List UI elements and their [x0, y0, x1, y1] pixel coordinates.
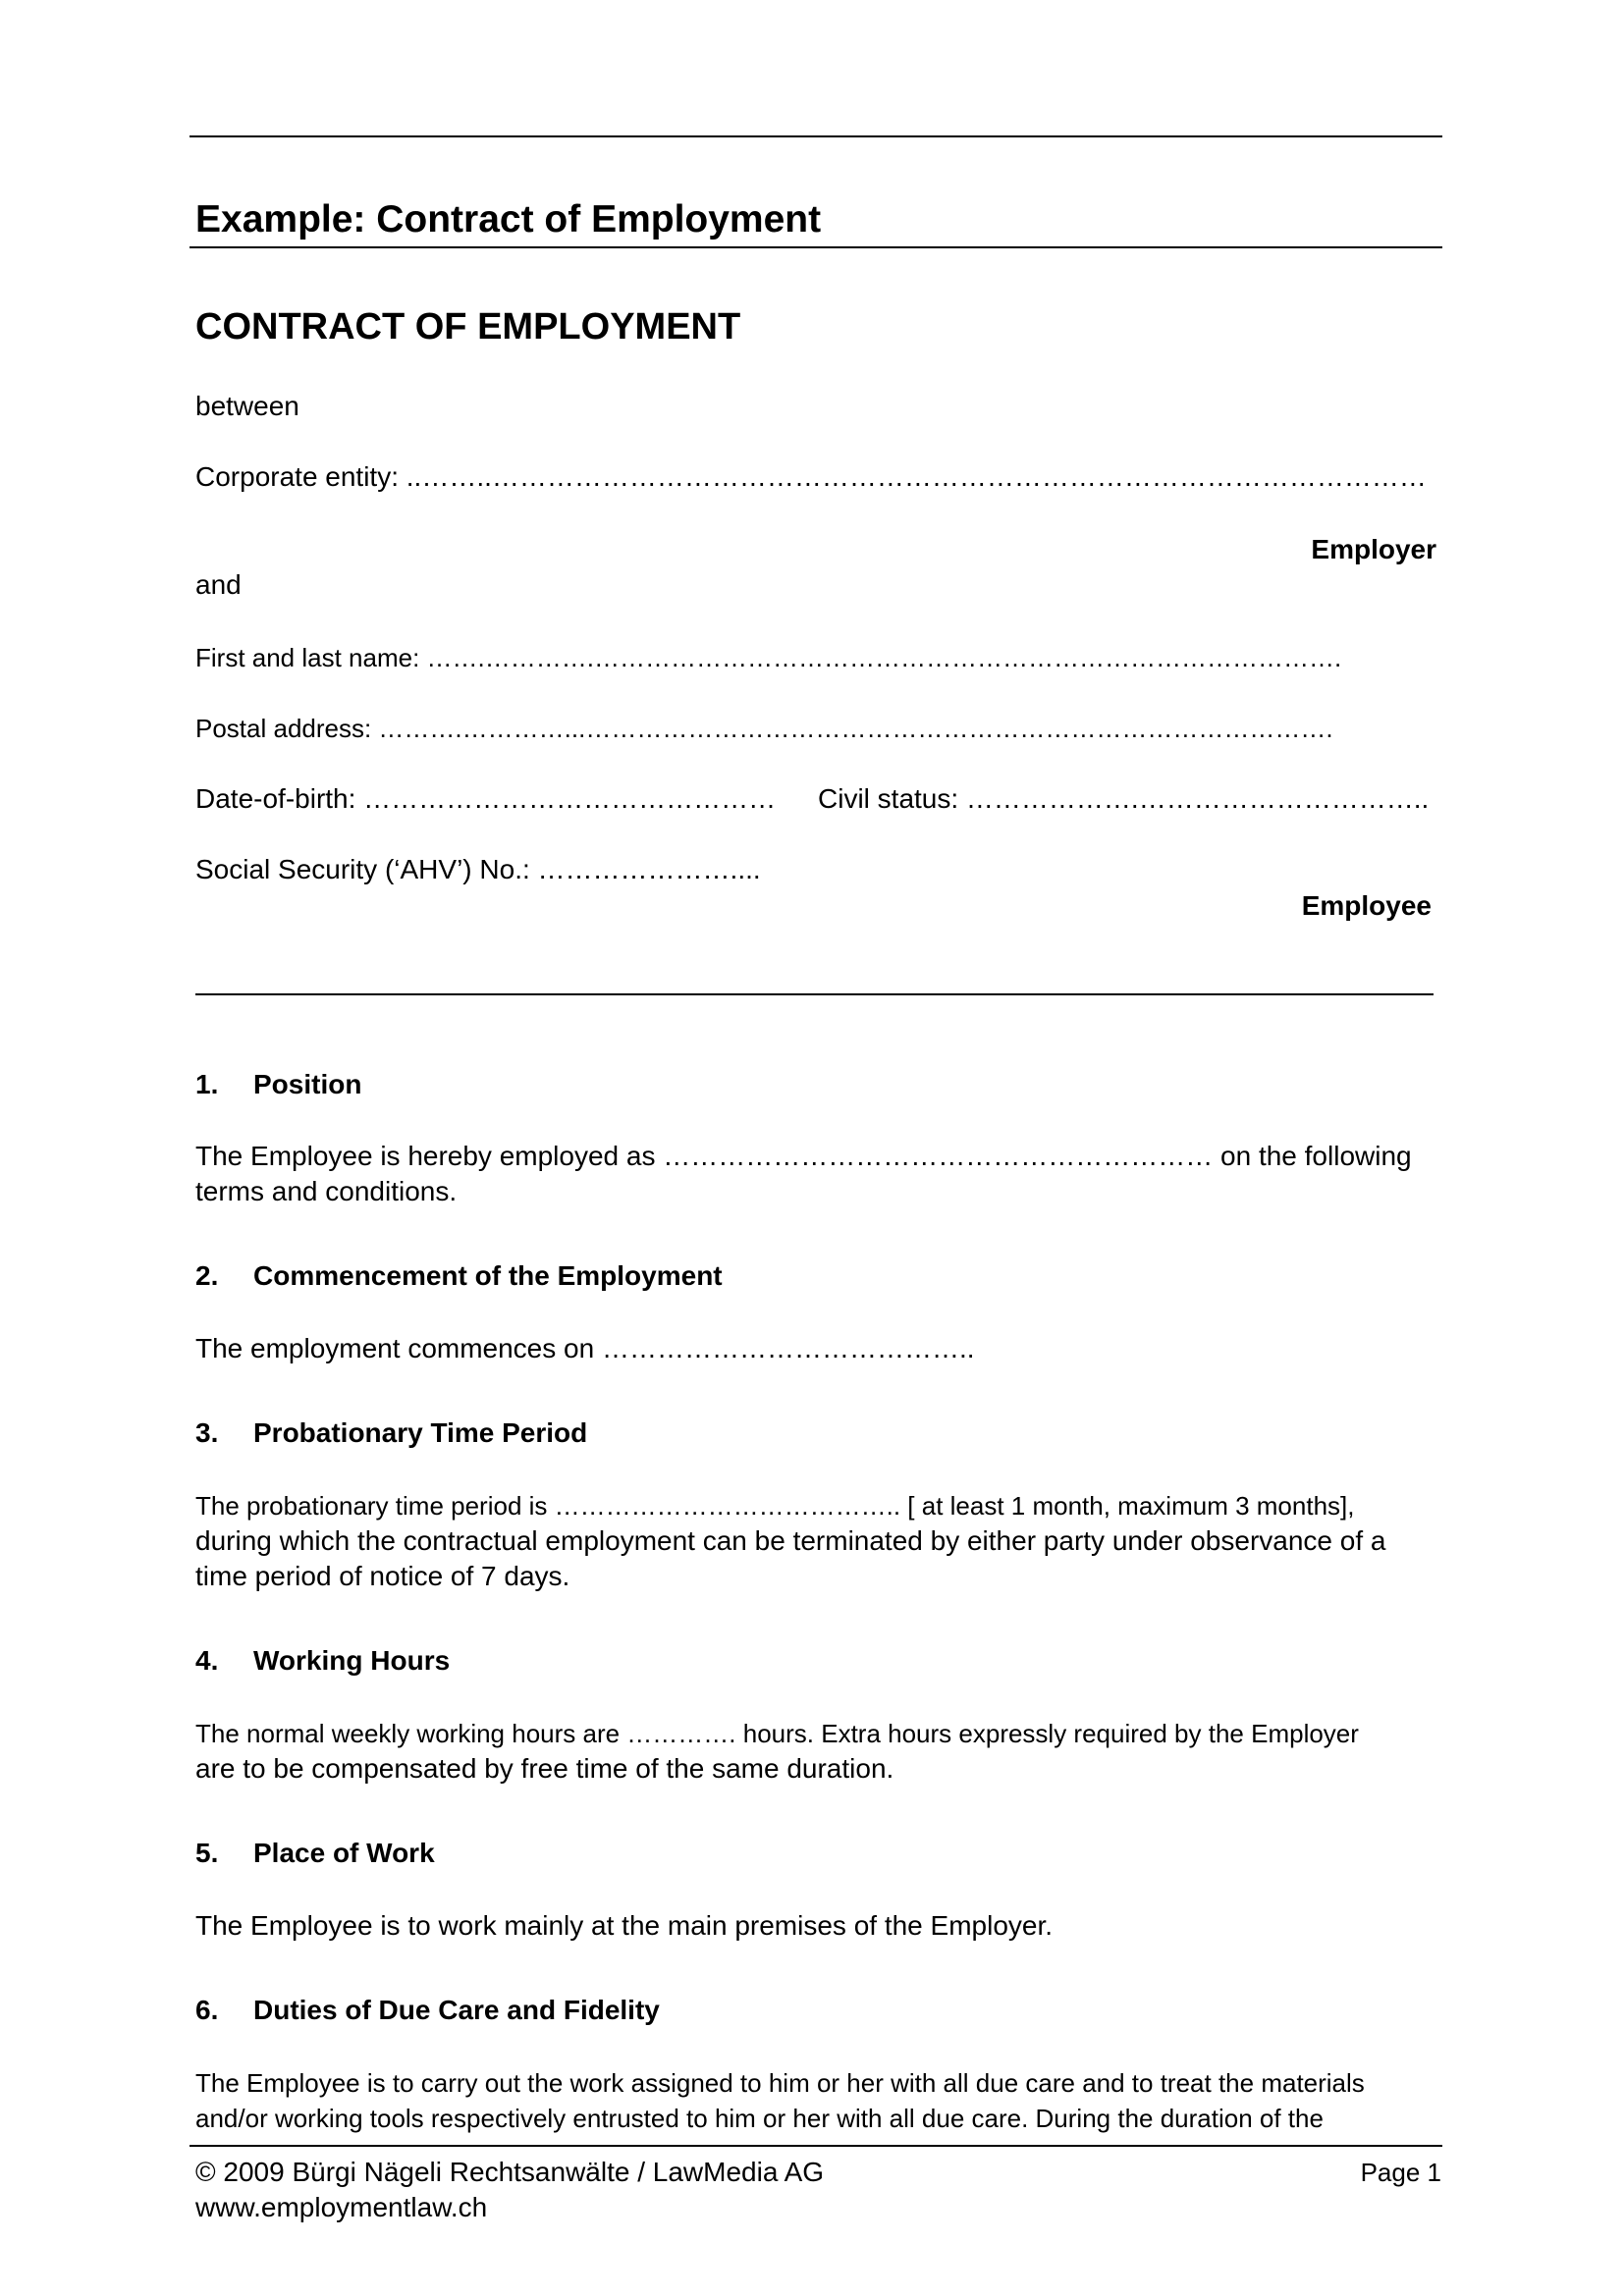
section-number: 1.: [195, 1069, 219, 1099]
page-title: CONTRACT OF EMPLOYMENT: [195, 306, 741, 347]
employee-label: Employee: [1301, 890, 1432, 921]
section-text-line: during which the contractual employment can be terminated by either party under observance of a: [195, 1525, 1386, 1556]
section-number: 4.: [195, 1645, 219, 1676]
section-number: 5.: [195, 1838, 219, 1868]
section-text-line: terms and conditions.: [195, 1176, 458, 1206]
section-text-line: The Employee is to work mainly at the main premises of the Employer.: [195, 1910, 1054, 1941]
between-text: between: [195, 391, 299, 421]
section-text-line: The employment commences on …………………………………..: [195, 1333, 975, 1363]
section-title-probation: Probationary Time Period: [253, 1417, 588, 1448]
corporate-entity-field: Corporate entity: ..……..…………………………………………………………………………………………: [195, 461, 1427, 492]
ahv-number-field: Social Security (‘AHV’) No.: …………………....: [195, 854, 761, 884]
section-text-line: The Employee is hereby employed as …………………………………………………… on the following: [195, 1141, 1412, 1171]
section-text-line: The normal weekly working hours are …………. hours. Extra hours expressly required by the Employer: [195, 1719, 1359, 1748]
employer-label: Employer: [1311, 534, 1436, 564]
section-text-line: The probationary time period is ………………………………….. [ at least 1 month, maximum 3 months],: [195, 1491, 1355, 1521]
section-text-line: are to be compensated by free time of the same duration.: [195, 1753, 894, 1784]
footer-website: www.employmentlaw.ch: [195, 2192, 488, 2222]
section-title-duties: Duties of Due Care and Fidelity: [253, 1995, 660, 2025]
page-number: Page 1: [1360, 2158, 1441, 2187]
title-underline: [189, 246, 1442, 248]
top-rule: [189, 135, 1442, 137]
section-title-working-hours: Working Hours: [253, 1645, 451, 1676]
section-title-position: Position: [253, 1069, 362, 1099]
section-text-line: time period of notice of 7 days.: [195, 1561, 570, 1591]
section-text-line: and/or working tools respectively entrusted to him or her with all due care. During the duration of the: [195, 2104, 1324, 2133]
section-number: 3.: [195, 1417, 219, 1448]
parties-divider: [195, 993, 1434, 995]
civil-status-field: Civil status: ……………….…………………………..: [818, 783, 1430, 814]
and-text: and: [195, 569, 242, 600]
footer-rule: [189, 2145, 1442, 2147]
section-title-commencement: Commencement of the Employment: [253, 1260, 723, 1291]
name-field: First and last name: …….………….…………………………………………………………………………….: [195, 643, 1342, 672]
section-title-place-of-work: Place of Work: [253, 1838, 435, 1868]
date-of-birth-field: Date-of-birth: ………………………………………: [195, 783, 777, 814]
postal-address-field: Postal address: ……….…………...…………………………………………………………………………….: [195, 714, 1333, 743]
section-text-line: The Employee is to carry out the work assigned to him or her with all due care and to treat the materials: [195, 2068, 1365, 2098]
example-title: Example: Contract of Employment: [195, 198, 822, 240]
section-number: 6.: [195, 1995, 219, 2025]
footer-copyright: © 2009 Bürgi Nägeli Rechtsanwälte / LawMedia AG: [195, 2157, 825, 2187]
section-number: 2.: [195, 1260, 219, 1291]
